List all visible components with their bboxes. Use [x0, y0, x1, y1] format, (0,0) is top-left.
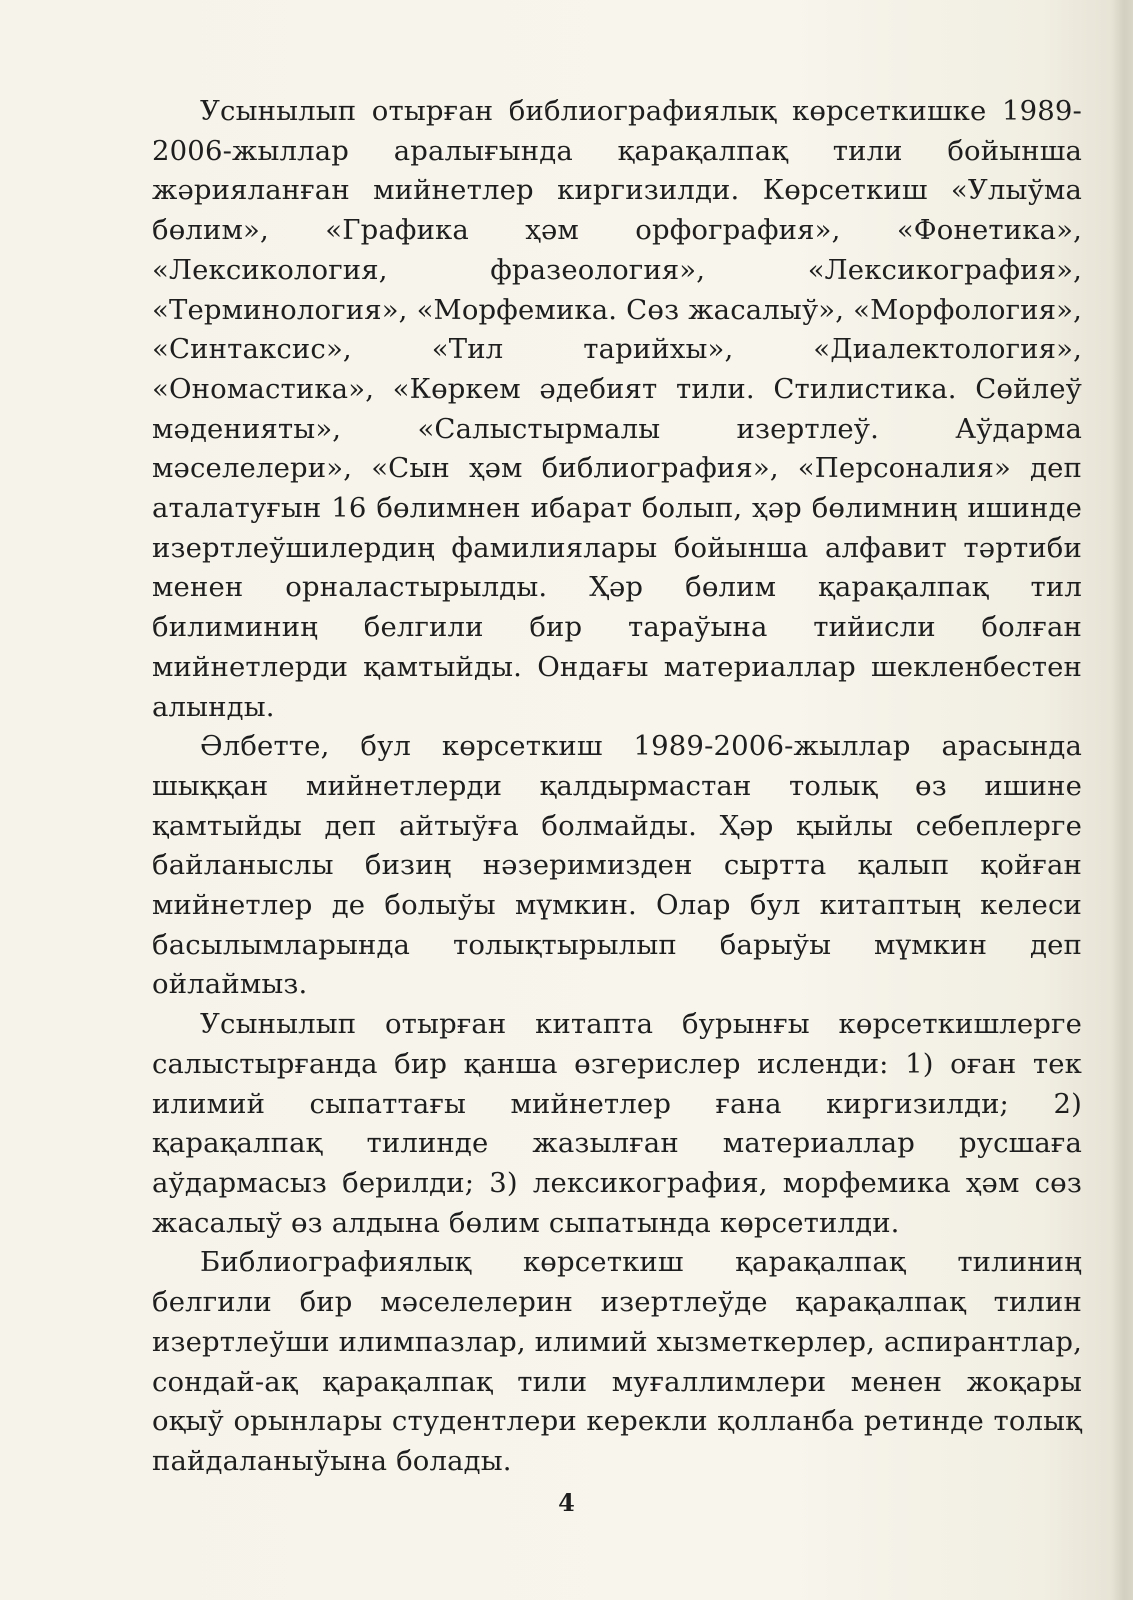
paragraph-4: Библиографиялық көрсеткиш қарақалпақ тилиниң белгили бир мәселелерин изертлеўде қарақалпақ тилин изертлеўши илимпазлар, илимий хызметкерлер, аспирантлар, сондай-ақ қарақалпақ тили муғаллимлери менен жоқары оқыў орынлары студентлери керекли қолланба ретинде толық пайдаланыўына болады.	[152, 1246, 1082, 1477]
paragraph-2: Әлбетте, бул көрсеткиш 1989-2006-жыллар арасында шыққан мийнетлерди қалдырмастан толық өз ишине қамтыйды деп айтыўға болмайды. Ҳәр қыйлы себеплерге байланыслы бизиң нәзеримизден сыртта қалып қойған мийнетлер де болыўы мүмкин. Олар бул китаптың келеси басылымларында толықтырылып барыўы мүмкин деп ойлаймыз.	[152, 730, 1082, 1001]
body-text	[152, 92, 1082, 1482]
page-edge-shadow	[1111, 0, 1133, 1600]
paragraph-1: Усынылып отырған библиографиялық көрсеткишке 1989-2006-жыллар аралығында қарақалпақ тили бойынша жәрияланған мийнетлер киргизилди. Көрсеткиш «Улыўма бөлим», «Графика ҳәм орфография», «Фонетика», «Лексикология, фразеология», «Лексикография», «Терминология», «Морфемика. Сөз жасалыў», «Морфология», «Синтаксис», «Тил тарийхы», «Диалектология», «Ономастика», «Көркем әдебият тили. Стилистика. Сөйлеў мәденияты», «Салыстырмалы изертлеў. Аўдарма мәселелери», «Сын ҳәм библиография», «Персоналия» деп аталатуғын 16 бөлимнен ибарат болып, ҳәр бөлимниң ишинде изертлеўшилердиң фамилиялары бойынша алфавит тәртиби менен орналастырылды. Ҳәр бөлим қарақалпақ тил билиминиң белгили бир тараўына тийисли болған мийнетлерди қамтыйды. Ондағы материаллар шекленбестен алынды.	[152, 95, 1082, 723]
paragraph-3: Усынылып отырған китапта бурынғы көрсеткишлерге салыстырғанда бир қанша өзгерислер исленди: 1) оған тек илимий сыпаттағы мийнетлер ғана киргизилди; 2) қарақалпақ тилинде жазылған материаллар русшаға аўдармасыз берилди; 3) лексикография, морфемика ҳәм сөз жасалыў өз алдына бөлим сыпатында көрсетилди.	[152, 1008, 1082, 1239]
page-number: 4	[558, 1488, 575, 1517]
